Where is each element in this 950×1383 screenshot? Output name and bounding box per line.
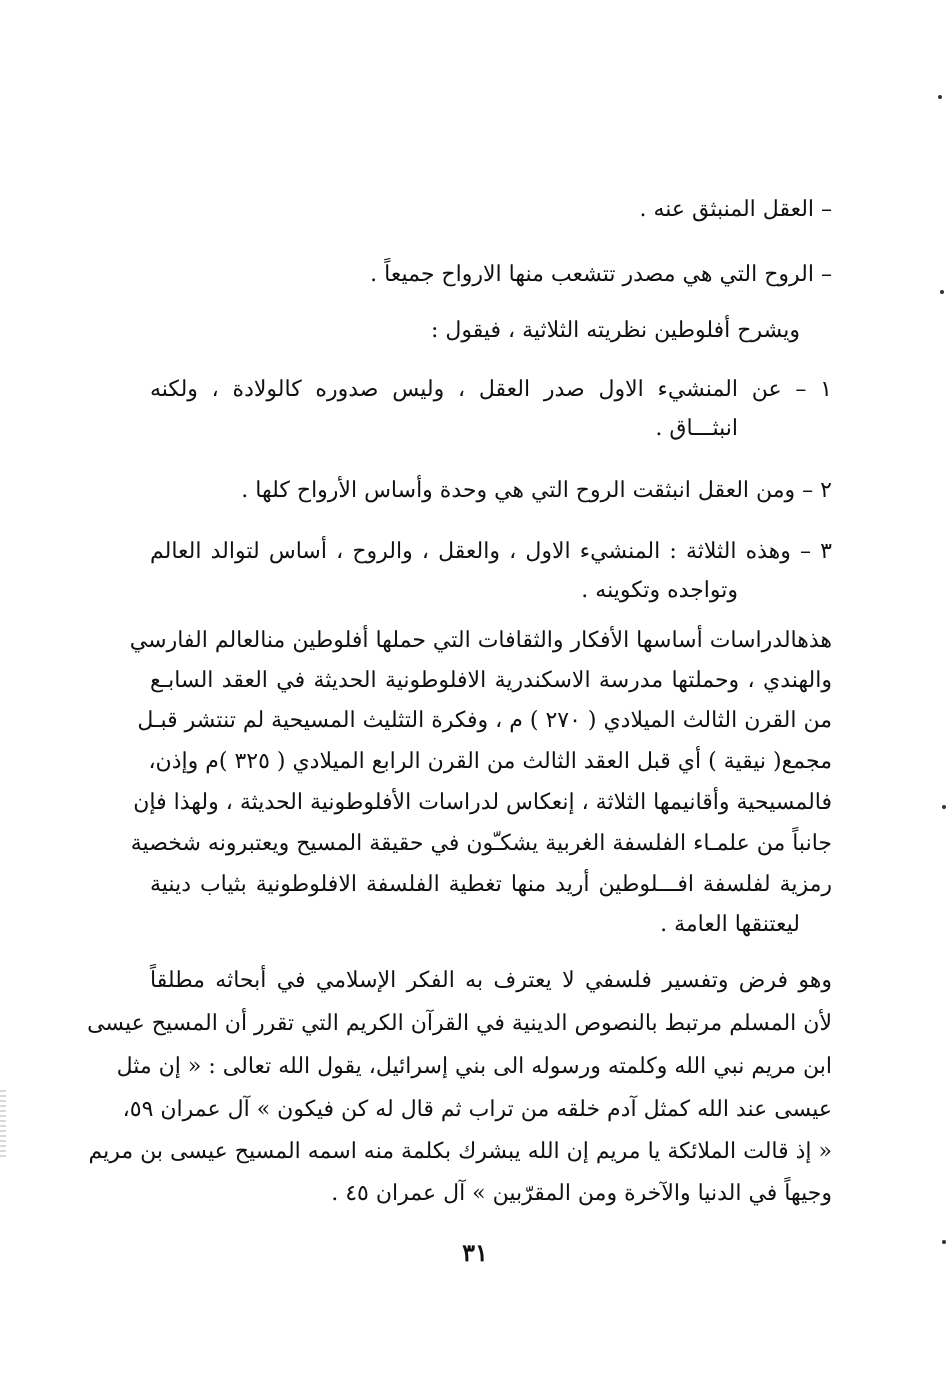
list-item-3: ٣ – وهذه الثلاثة : المنشيء الاول ، والعقل ، والروح ، أساس لتوالد العالم [150,539,832,564]
text-line: – العقل المنبثق عنه . [639,197,832,222]
paragraph-line: فالمسيحية وأقانيمها الثلاثة ، إنعكاس لدراسات الأفلوطونية الحديثة ، ولهذا فإن [133,790,832,815]
scan-speck [938,95,942,99]
list-item-2: ٢ – ومن العقل انبثقت الروح التي هي وحدة وأساس الأرواح كلها . [241,478,832,503]
text-line: ويشرح أفلوطين نظريته الثلاثية ، فيقول : [431,318,800,343]
paragraph-line: وهو فرض وتفسير فلسفي لا يعترف به الفكر الإسلامي في أبحاثه مطلقاً [150,968,832,993]
paragraph-line: والهندي ، وحملتها مدرسة الاسكندرية الافلوطونية الحديثة في العقد السابـع [150,668,832,693]
scan-speck [942,1240,946,1244]
paragraph-line: مجمع( نيقية ) أي قبل العقد الثالث من القرن الرابع الميلادي ( ٣٢٥ )م وإذن، [148,749,832,774]
text-line: انبثـــاق . [655,416,738,441]
paragraph-line: وجيهاً في الدنيا والآخرة ومن المقرّبين » آل عمران ٤٥ . [331,1181,832,1206]
paragraph-line: هذهالدراسات أساسها الأفكار والثقافات التي حملها أفلوطين منالعالم الفارسي [129,628,832,653]
scan-edge-artifact [0,1090,6,1160]
page-number: ٣١ [462,1238,488,1267]
paragraph-line: جانباً من علمـاء الفلسفة الغربية يشكـّون في حقيقة المسيح ويعتبرونه شخصية [130,831,832,856]
scan-speck [940,290,944,294]
paragraph-line: ابن مريم نبي الله وكلمته ورسوله الى بني إسرائيل، يقول الله تعالى : « إن مثل [116,1054,832,1079]
list-item-1: ١ – عن المنشيء الاول صدر العقل ، وليس صدوره كالولادة ، ولكنه [150,377,832,402]
paragraph-line: « إذ قالت الملائكة يا مريم إن الله يبشرك بكلمة منه اسمه المسيح عيسى بن مريم [88,1139,832,1164]
text-line: – الروح التي هي مصدر تتشعب منها الارواح جميعاً . [370,262,832,287]
text-line: وتواجده وتكوينه . [581,578,738,603]
paragraph-line: عيسى عند الله كمثل آدم خلقه من تراب ثم قال له كن فيكون » آل عمران ٥٩، [122,1097,832,1122]
paragraph-line: لأن المسلم مرتبط بالنصوص الدينية في القرآن الكريم التي تقرر أن المسيح عيسى [87,1011,832,1036]
scan-speck [942,805,946,809]
paragraph-line: ليعتنقها العامة . [660,912,800,937]
paragraph-line: رمزية لفلسفة افـــلوطين أريد منها تغطية الفلسفة الافلوطونية بثياب دينية [150,872,832,897]
paragraph-line: من القرن الثالث الميلادي ( ٢٧٠ ) م ، وفكرة التثليث المسيحية لم تنتشر قبـل [137,708,832,733]
